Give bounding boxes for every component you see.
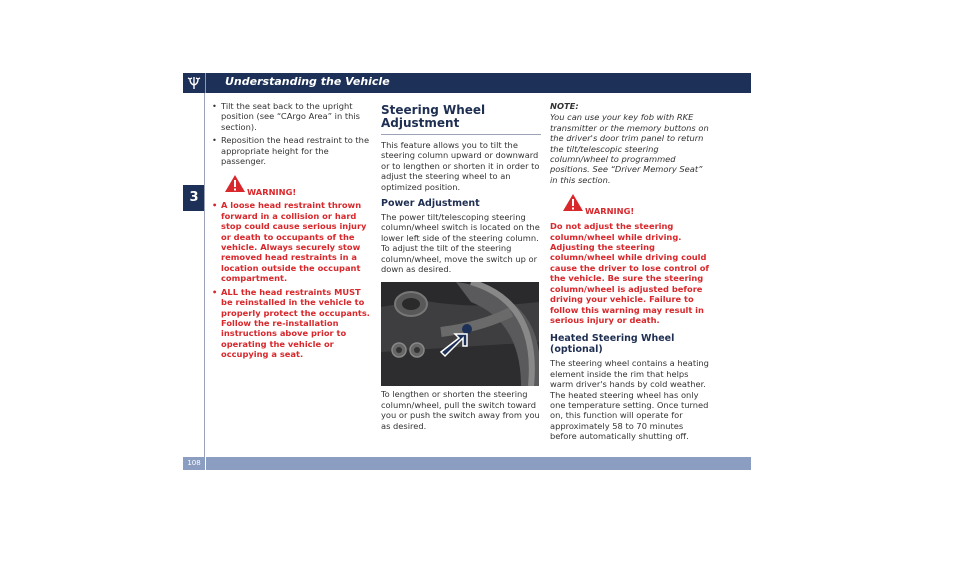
column-2 <box>381 101 541 431</box>
power-paragraph: The power tilt/telescoping steering column/wheel switch is located on the lower left side of the steering column. To adjust the tilt of the steering column/wheel, move the switch up or down as desired. <box>381 212 540 275</box>
column-3 <box>550 101 710 442</box>
warning-triangle-icon <box>562 193 584 212</box>
warning-list <box>212 200 374 359</box>
length-paragraph: To lengthen or shorten the steering column/wheel, pull the switch toward you or push the switch away from you as desired. <box>381 389 540 431</box>
subheading: Power Adjustment <box>381 198 480 210</box>
chapter-number: 3 <box>189 190 199 205</box>
warning-triangle-icon <box>224 174 246 193</box>
note-text: You can use your key fob with RKE transmitter or the memory buttons on the driver's door trim panel to return the tilt/telescopic steering column/wheel to programmed positions. See “Driver Memory Seat” in this section. <box>550 112 709 185</box>
page-number: 108 <box>187 459 201 467</box>
chapter-tab <box>183 185 205 211</box>
warning-header <box>212 180 374 200</box>
note-label: NOTE: <box>550 101 579 111</box>
warning-text: Do not adjust the steering column/wheel while driving. Adjusting the steering column/wheel while driving could cause the driver to lose control of the vehicle. Be sure the steering column/wheel is adjusted before driving your vehicle. Failure to follow this warning may result in serious injury or death. <box>550 221 710 325</box>
brand-logo <box>183 73 206 93</box>
section-heading: Steering Wheel Adjustment <box>381 104 541 135</box>
footer-bar <box>183 457 751 470</box>
heated-paragraph: The steering wheel contains a heating element inside the rim that helps warm driver's hands by cold weather. The heated steering wheel has only one temperature setting. Once turned on, this function will operate for approximately 58 to 70 minutes before automatically shutting off. <box>550 358 709 442</box>
warning-header <box>550 199 710 219</box>
header-bar <box>183 73 751 93</box>
side-rule <box>204 93 205 457</box>
list-item: • Reposition the head restraint to the appropriate height for the passenger. <box>212 135 374 166</box>
page-box <box>183 457 206 470</box>
subheading: Heated Steering Wheel (optional) <box>550 333 675 356</box>
warning-label: WARNING! <box>247 187 297 198</box>
warning-label: WARNING! <box>585 206 635 217</box>
intro-paragraph: This feature allows you to tilt the steering column upward or downward or to lengthen or shorten it in order to adjust the steering wheel to an optimized position. <box>381 140 540 192</box>
warning-item: • ALL the head restraints MUST be reinstalled in the vehicle to properly protect the occupants. Follow the re-installation instructions above prior to operating the vehicle or occupying a seat. <box>212 287 374 360</box>
section-title: Understanding the Vehicle <box>225 75 390 88</box>
warning-item: • A loose head restraint thrown forward in a collision or hard stop could cause serious injury or death to occupants of the vehicle. Always securely stow removed head restraints in a location outside the occupant compartment. <box>212 200 374 283</box>
list-item: • Tilt the seat back to the upright position (see “CArgo Area” in this section). <box>212 101 374 132</box>
column-1 <box>212 101 374 363</box>
instruction-list <box>212 101 374 166</box>
trident-icon <box>186 75 202 91</box>
steering-column-photo <box>381 282 539 386</box>
